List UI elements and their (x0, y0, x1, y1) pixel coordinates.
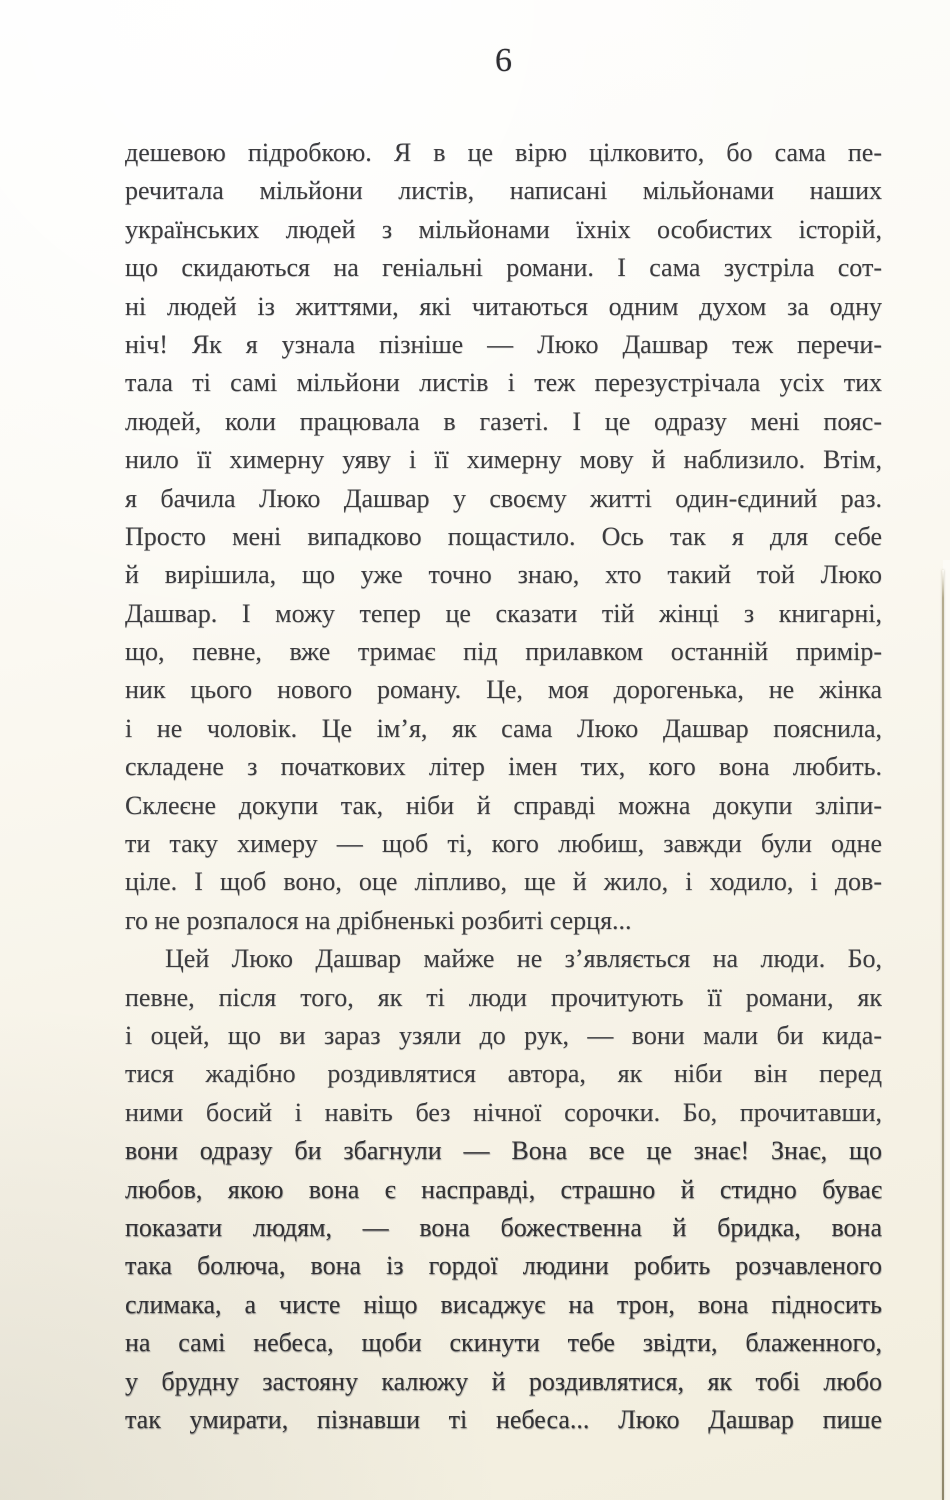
text-line: і оцей, що ви зараз узяли до рук, — вони мали би кида- (125, 1020, 882, 1050)
paragraph-2 (125, 940, 882, 1439)
text-line: певне, після того, як ті люди прочитують її романи, як (125, 982, 882, 1012)
text-line: ні людей із життями, які читаються одним духом за одну (125, 291, 882, 321)
text-line: вони одразу би збагнули — Вона все це знає! Знає, що (125, 1136, 882, 1166)
text-line: складене з початкових літер імен тих, кого вона любить. (125, 752, 882, 782)
text-line: нило її химерну уяву і її химерну мову й наблизило. Втім, (125, 445, 882, 475)
text-line: тала ті самі мільйони листів і теж перезустрічала усіх тих (125, 368, 882, 398)
text-line: на самі небеса, щоби скинути тебе звідти, блаженного, (125, 1328, 882, 1358)
page-edge-shadow (942, 570, 944, 1500)
text-line: українських людей з мільйонами їхніх особистих історій, (125, 214, 882, 244)
text-line: любов, якою вона є насправді, страшно й стидно буває (125, 1174, 882, 1204)
text-line: слимака, а чисте ніщо висаджує на трон, вона підносить (125, 1289, 882, 1319)
text-line: Просто мені випадково пощастило. Ось так я для себе (125, 521, 882, 551)
text-line: ціле. І щоб воно, оце ліпливо, ще й жило, і ходило, і дов- (125, 867, 882, 897)
text-line: Дашвар. І можу тепер це сказати тій жінці з книгарні, (125, 598, 882, 628)
text-line: дешевою підробкою. Я в це вірю цілковито, бо сама пе- (125, 138, 882, 167)
text-line: й вирішила, що уже точно знаю, хто такий той Люко (125, 560, 882, 590)
text-line: Цей Люко Дашвар майже не з’являється на люди. Бо, (165, 944, 882, 974)
text-line: Склеєне докупи так, ніби й справді можна докупи зліпи- (125, 790, 882, 820)
text-line: так умирати, пізнавши ті небеса... Люко Дашвар пише (125, 1404, 882, 1434)
text-line: людей, коли працювала в газеті. І це одразу мені пояс- (125, 406, 882, 436)
text-line: і не чоловік. Це ім’я, як сама Люко Дашвар пояснила, (125, 713, 882, 743)
text-line: я бачила Люко Дашвар у своєму житті один-єдиний раз. (125, 483, 882, 513)
text-line: що, певне, вже тримає під прилавком останній примір- (125, 637, 882, 667)
page-text (125, 134, 882, 1439)
text-line: у брудну застояну калюжу й роздивлятися, як тобі любо (125, 1366, 882, 1396)
text-line: ти таку химеру — щоб ті, кого любиш, завжди були одне (125, 829, 882, 859)
text-line: що скидаються на геніальні романи. І сама зустріла сот- (125, 253, 882, 283)
text-line: ник цього нового роману. Це, моя дорогенька, не жінка (125, 675, 882, 705)
text-line: речитала мільйони листів, написані мільйонами наших (125, 176, 882, 206)
page-edge-highlight (943, 560, 950, 1500)
text-line: тися жадібно роздивлятися автора, як ніби він перед (125, 1059, 882, 1089)
paragraph-1 (125, 134, 882, 940)
text-line: ніч! Як я узнала пізніше — Люко Дашвар теж перечи- (125, 329, 882, 359)
text-line: го не розпалося на дрібненькі розбиті серця... (125, 905, 632, 935)
text-line: показати людям, — вона божественна й бридка, вона (125, 1212, 882, 1242)
text-line: така болюча, вона із гордої людини робить розчавленого (125, 1251, 882, 1281)
page-number: 6 (495, 42, 512, 79)
text-line: ними босий і навіть без нічної сорочки. Бо, прочитавши, (125, 1097, 882, 1127)
